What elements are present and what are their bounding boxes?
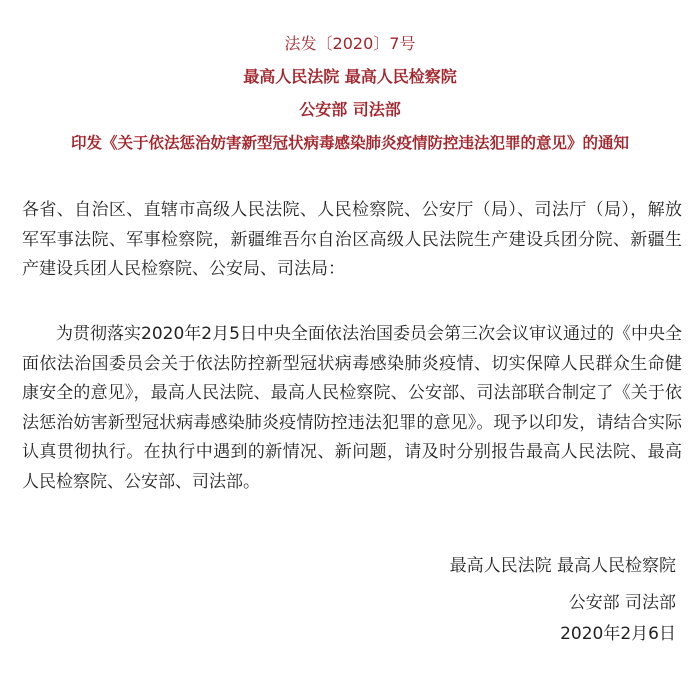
signature-issuers-line-1: 最高人民法院 最高人民检察院 — [449, 556, 676, 576]
issuing-authorities-line-2: 公安部 司法部 — [299, 100, 401, 119]
issuing-authorities-line-1: 最高人民法院 最高人民检察院 — [243, 67, 457, 86]
main-paragraph: 为贯彻落实2020年2月5日中央全面依法治国委员会第三次会议审议通过的《中央全面依法治国委员会关于依法防控新型冠状病毒感染肺炎疫情、切实保障人民群众生命健康安全的意见》，最高人民法院、最高人民检察院、公安部、司法部联合制定了《关于依法惩治妨害新型冠状病毒感染肺炎疫情防控违法犯罪的意见》。现予以印发，请结合实际认真贯彻执行。在执行中遇到的新情况、新问题，请及时分别报告最高人民法院、最高人民检察院、公安部、司法部。 — [22, 324, 682, 492]
signature-date: 2020年2月6日 — [560, 624, 676, 644]
signature-issuers-line-2: 公安部 司法部 — [568, 593, 676, 613]
document-title: 印发《关于依法惩治妨害新型冠状病毒感染肺炎疫情防控违法犯罪的意见》的通知 — [70, 134, 629, 152]
document-number: 法发〔2020〕7号 — [284, 34, 416, 53]
addressee-paragraph: 各省、自治区、直辖市高级人民法院、人民检察院、公安厅（局）、司法厅（局），解放军军事法院、军事检察院，新疆维吾尔自治区高级人民法院生产建设兵团分院、新疆生产建设兵团人民检察院、公安局、司法局： — [22, 200, 682, 279]
